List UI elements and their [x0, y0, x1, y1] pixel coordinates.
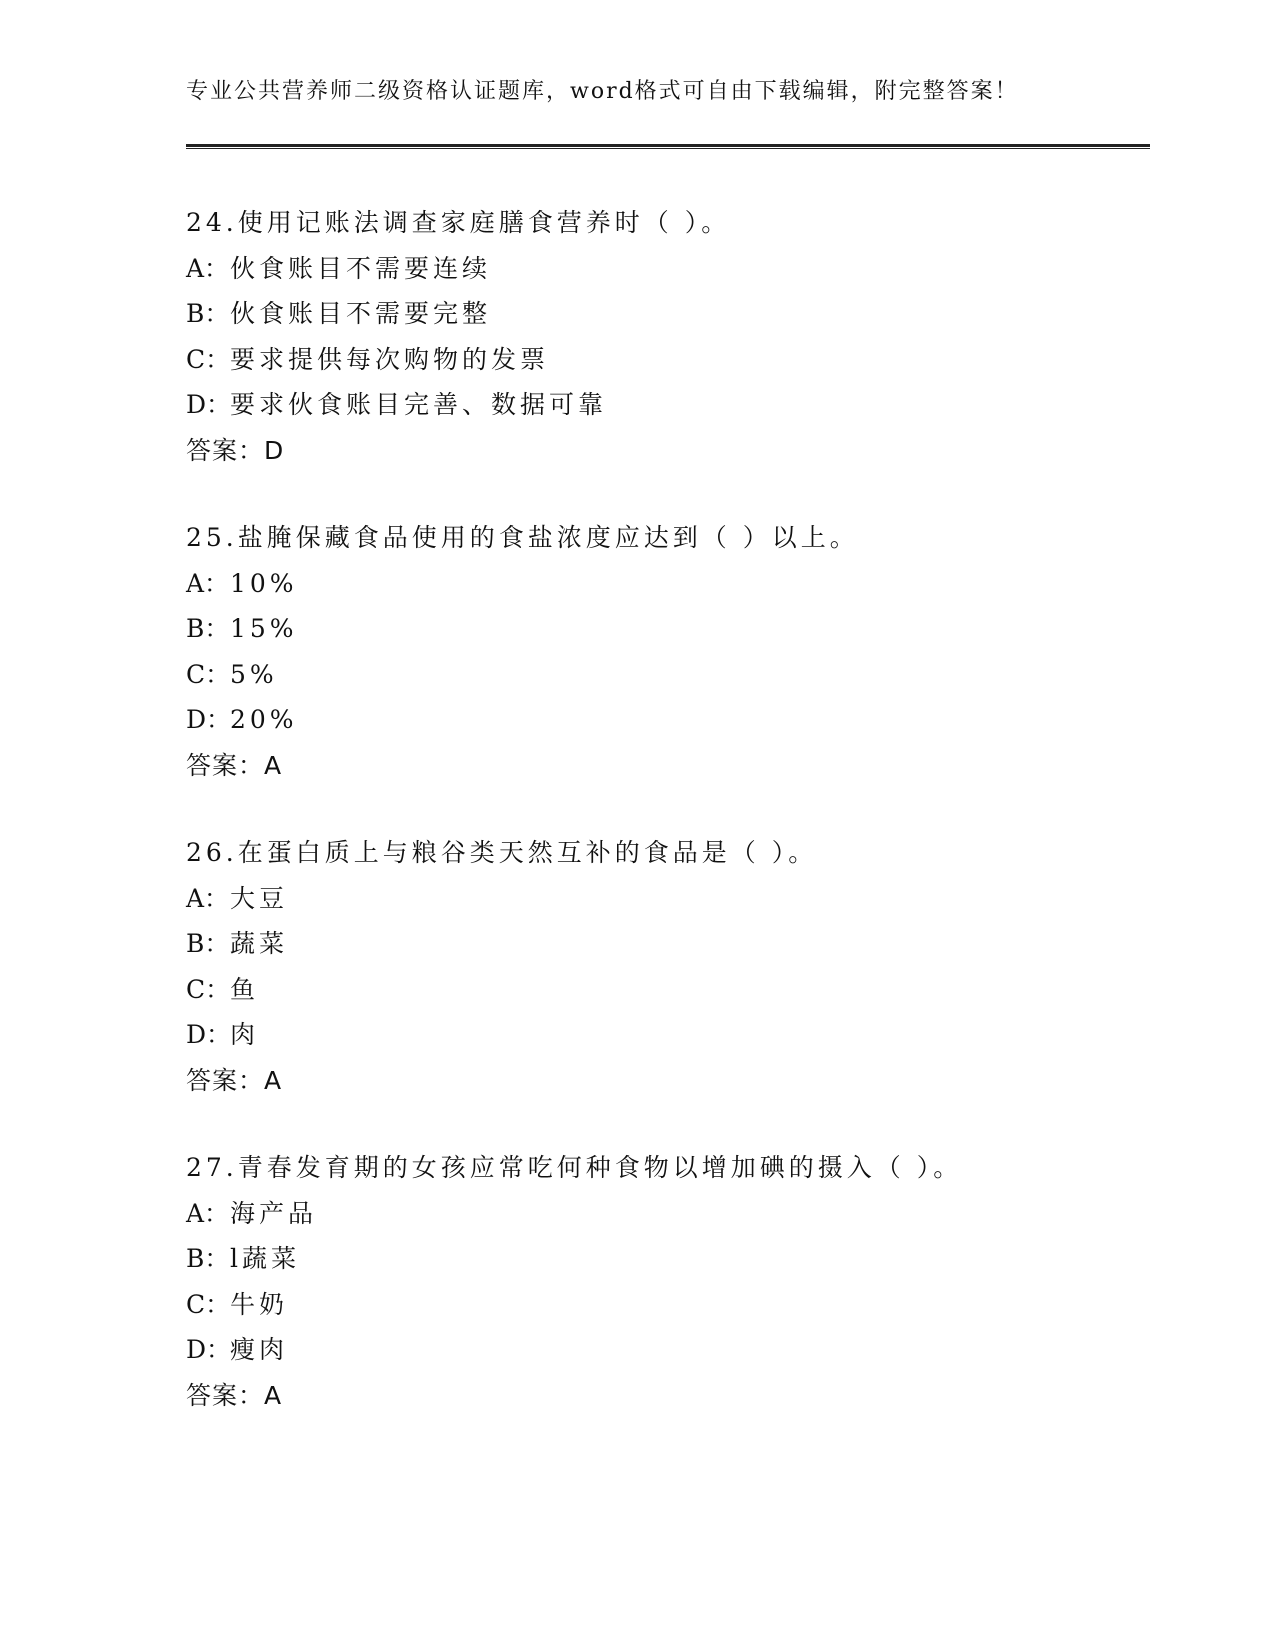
- option-c: [186, 967, 1146, 1013]
- answer-line: 答案：A: [186, 1380, 283, 1410]
- option-text: 伙食账目不需要连续: [230, 253, 492, 283]
- option-text: 20%: [230, 705, 298, 734]
- option-b: [186, 606, 1146, 652]
- option-label: B：: [186, 1244, 230, 1273]
- option-label: D：: [186, 1335, 232, 1364]
- option-label: B：: [186, 929, 230, 958]
- answer-line: 答案：D: [186, 435, 285, 465]
- option-text: 10%: [230, 568, 298, 598]
- option-label: C：: [186, 974, 231, 1004]
- option-text: 大豆: [230, 883, 289, 913]
- option-text: 蔬菜: [230, 929, 289, 958]
- option-b: [186, 1236, 1146, 1282]
- question-stem: 24.使用记账法调查家庭膳食营养时（ ）。: [186, 208, 731, 237]
- option-text: 伙食账目不需要完整: [230, 299, 492, 328]
- question-stem: 27.青春发育期的女孩应常吃何种食物以增加碘的摄入（ ）。: [186, 1153, 963, 1182]
- option-a: [186, 1191, 1146, 1237]
- question-24: [186, 200, 1146, 473]
- option-c: [186, 337, 1146, 383]
- option-label: D：: [186, 1020, 232, 1049]
- option-label: A：: [186, 568, 230, 598]
- question-26: [186, 830, 1146, 1103]
- option-label: C：: [186, 1289, 231, 1319]
- option-a: [186, 561, 1146, 607]
- option-label: C：: [186, 659, 231, 689]
- option-c: [186, 652, 1146, 698]
- answer-line: 答案：A: [186, 750, 283, 780]
- option-label: D：: [186, 390, 232, 419]
- option-text: 15%: [230, 614, 298, 643]
- option-label: B：: [186, 614, 230, 643]
- option-label: A：: [186, 253, 230, 283]
- document-header: 专业公共营养师二级资格认证题库，word格式可自由下载编辑，附完整答案！: [186, 79, 1019, 104]
- option-label: A：: [186, 883, 230, 913]
- header-divider: [186, 144, 1150, 149]
- option-d: [186, 1012, 1146, 1058]
- option-a: [186, 876, 1146, 922]
- option-label: A：: [186, 1198, 230, 1228]
- option-d: [186, 697, 1146, 743]
- option-b: [186, 291, 1146, 337]
- option-d: [186, 1327, 1146, 1373]
- option-label: B：: [186, 299, 230, 328]
- option-c: [186, 1282, 1146, 1328]
- option-b: [186, 921, 1146, 967]
- question-stem: 25.盐腌保藏食品使用的食盐浓度应达到（ ）以上。: [186, 523, 859, 552]
- answer-line: 答案：A: [186, 1065, 283, 1095]
- option-text: 5%: [230, 659, 278, 689]
- option-text: 要求伙食账目完善、数据可靠: [230, 390, 608, 419]
- option-a: [186, 246, 1146, 292]
- option-label: C：: [186, 344, 231, 374]
- option-text: 鱼: [230, 974, 260, 1004]
- question-25: [186, 515, 1146, 788]
- question-stem: 26.在蛋白质上与粮谷类天然互补的食品是（ ）。: [186, 838, 818, 867]
- option-label: D：: [186, 705, 232, 734]
- option-text: 牛奶: [230, 1289, 289, 1319]
- option-text: 肉: [230, 1020, 260, 1049]
- option-d: [186, 382, 1146, 428]
- option-text: 海产品: [230, 1198, 318, 1228]
- option-text: 要求提供每次购物的发票: [230, 344, 550, 374]
- question-27: [186, 1145, 1146, 1418]
- option-text: l蔬菜: [230, 1244, 300, 1273]
- option-text: 瘦肉: [230, 1335, 289, 1364]
